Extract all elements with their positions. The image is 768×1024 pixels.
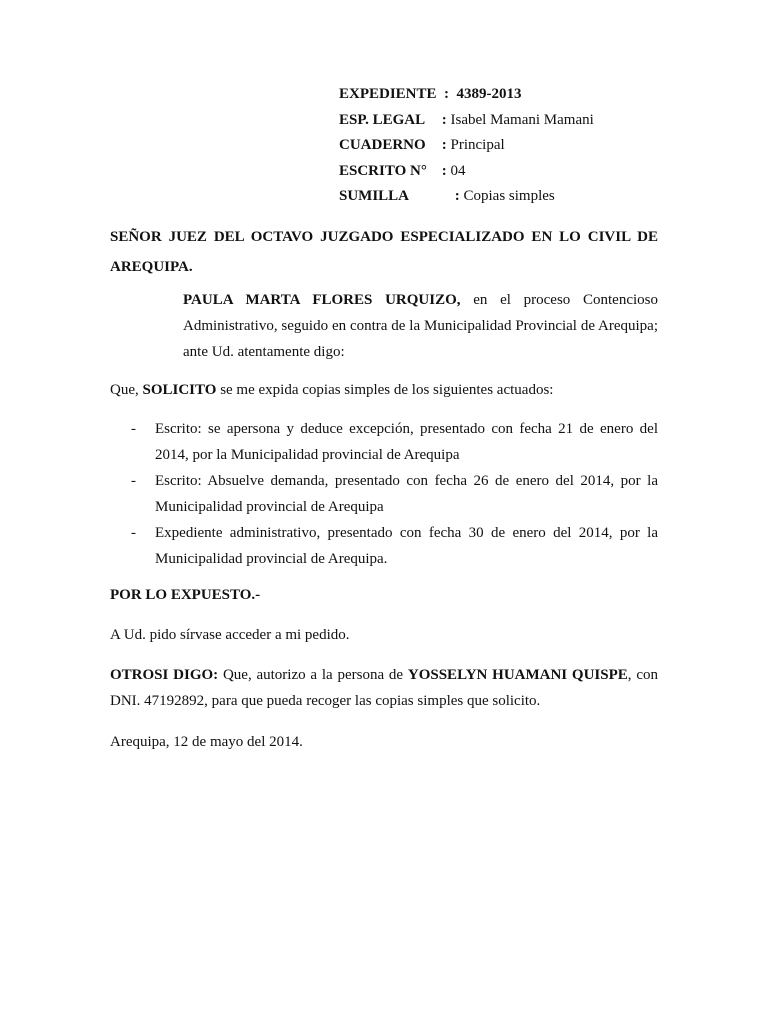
petitioner-name: PAULA MARTA FLORES URQUIZO,	[183, 292, 461, 308]
expediente-row	[339, 84, 739, 110]
sumilla-row	[339, 186, 739, 212]
place-date: Arequipa, 12 de mayo del 2014.	[110, 734, 303, 750]
list-item	[110, 520, 658, 572]
request-paragraph	[110, 377, 658, 403]
list-item	[110, 468, 658, 520]
requested-items-list	[110, 416, 658, 572]
otrosi-text-before: Que, autorizo a la persona de	[218, 667, 408, 683]
esp-legal-value: Isabel Mamani Mamani	[450, 111, 594, 128]
list-item	[110, 416, 658, 468]
list-marker: -	[131, 473, 136, 489]
por-lo-expuesto-heading: POR LO EXPUESTO.-	[110, 587, 261, 603]
cuaderno-colon: :	[441, 137, 447, 153]
request-text: se me expida copias simples de los siguientes actuados:	[216, 382, 554, 398]
intro-paragraph	[183, 287, 658, 365]
escrito-colon: :	[441, 162, 447, 179]
list-item-text: Escrito: se apersona y deduce excepción, presentado con fecha 21 de enero del 2014, por la Municipalidad provincial de Arequipa	[155, 421, 658, 463]
otrosi-label: OTROSI DIGO:	[110, 667, 219, 683]
escrito-label: ESCRITO N°	[339, 162, 427, 179]
list-marker: -	[131, 421, 136, 437]
sumilla-label: SUMILLA	[339, 188, 410, 204]
otrosi-text-after: , con DNI. 47192892, para que pueda recoger las copias simples que solicito.	[110, 667, 658, 709]
expediente-colon: :	[444, 86, 450, 102]
escrito-row	[339, 161, 739, 187]
esp-legal-row	[339, 110, 739, 136]
sumilla-value: Copias simples	[463, 188, 555, 204]
intro-text: en el proceso Contencioso Administrativo, seguido en contra de la Municipalidad Provincial de Arequipa; ante Ud. atentamente digo:	[183, 292, 659, 360]
cuaderno-label: CUADERNO	[339, 137, 426, 153]
list-marker: -	[131, 525, 136, 541]
sumilla-colon: :	[454, 188, 460, 204]
escrito-value: 04	[450, 162, 466, 179]
closing-request: A Ud. pido sírvase acceder a mi pedido.	[110, 627, 350, 643]
list-item-text: Expediente administrativo, presentado con fecha 30 de enero del 2014, por la Municipalidad provincial de Arequipa.	[155, 525, 658, 567]
esp-legal-colon: :	[441, 111, 447, 128]
cuaderno-value: Principal	[450, 137, 505, 153]
addressee: SEÑOR JUEZ DEL OCTAVO JUZGADO ESPECIALIZADO EN LO CIVIL DE AREQUIPA.	[110, 229, 658, 275]
expediente-value: 4389-2013	[456, 86, 522, 102]
request-prefix: Que,	[110, 382, 143, 398]
otrosi-paragraph	[110, 662, 658, 714]
esp-legal-label: ESP. LEGAL	[339, 111, 426, 128]
case-header	[339, 84, 739, 212]
request-keyword: SOLICITO	[142, 382, 217, 398]
expediente-label: EXPEDIENTE	[339, 86, 437, 102]
authorized-person: YOSSELYN HUAMANI QUISPE	[407, 667, 628, 683]
cuaderno-row	[339, 135, 739, 161]
list-item-text: Escrito: Absuelve demanda, presentado con fecha 26 de enero del 2014, por la Municipalidad provincial de Arequipa	[155, 473, 658, 515]
